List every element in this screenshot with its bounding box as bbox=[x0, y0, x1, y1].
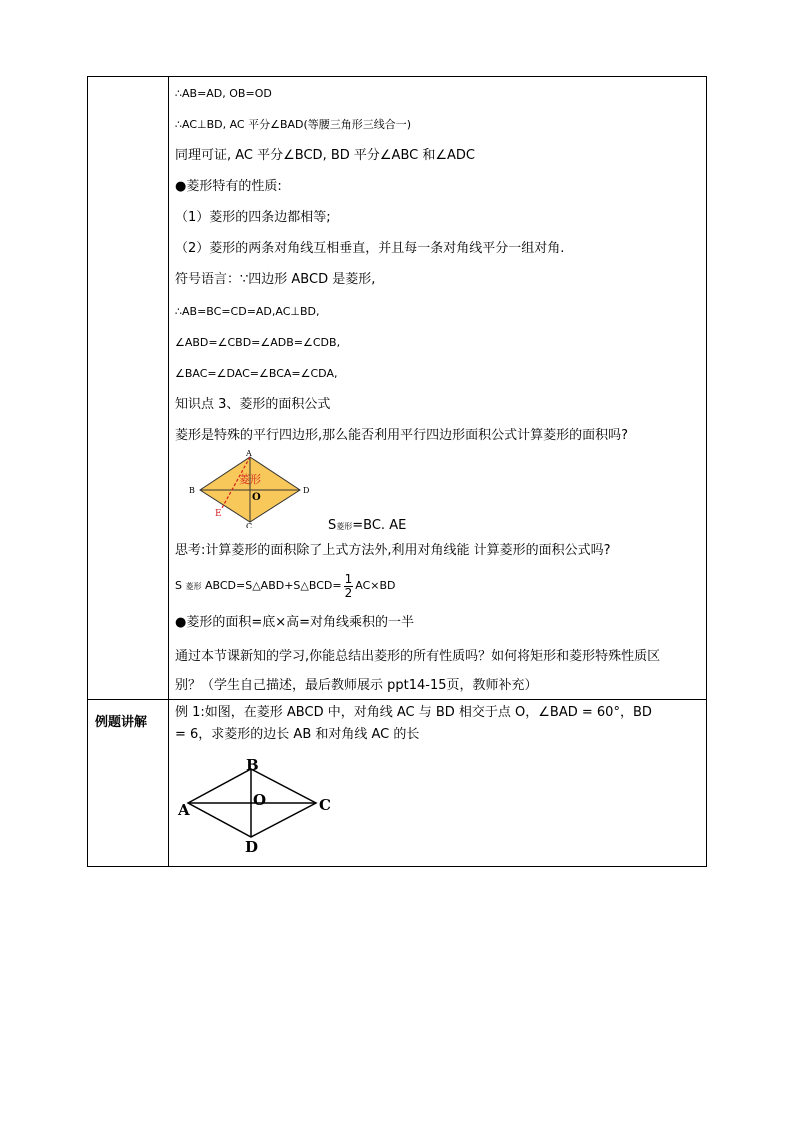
text-line-5: （1）菱形的四条边都相等; bbox=[175, 210, 331, 225]
lesson-table bbox=[87, 76, 707, 867]
text-line-8: ∴AB=BC=CD=AD,AC⊥BD, bbox=[175, 305, 320, 318]
text-line-7: 符号语言：∵四边形 ABCD 是菱形, bbox=[175, 272, 376, 287]
example-section-label: 例题讲解 bbox=[95, 715, 148, 730]
text-line-11: 知识点 3、菱形的面积公式 bbox=[175, 397, 331, 412]
fig1-label-d: D bbox=[303, 486, 310, 495]
fig1-label-b: B bbox=[189, 486, 195, 495]
area-formula-bc-ae: S菱形=BC. AE bbox=[328, 518, 407, 533]
fig2-label-a: A bbox=[178, 801, 190, 819]
example-line-1: 例 1:如图，在菱形 ABCD 中，对角线 AC 与 BD 相交于点 O，∠BAD = 60°，BD bbox=[175, 705, 652, 720]
rhombus-area-figure bbox=[188, 450, 316, 528]
area-formula-diagonals: S 菱形 ABCD=S△ABD+S△BCD= $\frac{1}{2}$ AC×BD bbox=[175, 571, 396, 600]
fraction-one-half: $\frac{1}{2}$ bbox=[344, 571, 353, 600]
text-line-2: ∴AC⊥BD, AC 平分∠BAD(等腰三角形三线合一) bbox=[175, 118, 412, 131]
fig1-label-o: O bbox=[252, 492, 261, 503]
fig1-label-e: E bbox=[215, 509, 222, 519]
fig1-label-c: C bbox=[246, 522, 253, 528]
question-line-1: 通过本节课新知的学习,你能总结出菱形的所有性质吗？如何将矩形和菱形特殊性质区 bbox=[175, 649, 661, 664]
fig1-rhombus-label: 菱形 bbox=[239, 473, 261, 486]
question-line-2: 别？（学生自己描述，最后教师展示 ppt14-15页，教师补充） bbox=[175, 678, 538, 693]
row-divider bbox=[88, 699, 706, 700]
text-line-1: ∴AB=AD, OB=OD bbox=[175, 87, 272, 100]
example-line-2: = 6，求菱形的边长 AB 和对角线 AC 的长 bbox=[175, 727, 420, 742]
fig1-label-a: A bbox=[246, 450, 252, 458]
text-line-3: 同理可证, AC 平分∠BCD, BD 平分∠ABC 和∠ADC bbox=[175, 148, 475, 163]
fig2-label-o: O bbox=[253, 791, 267, 809]
column-divider bbox=[168, 77, 169, 866]
fig2-label-b: B bbox=[246, 756, 259, 774]
text-line-6: （2）菱形的两条对角线互相垂直，并且每一条对角线平分一组对角. bbox=[175, 241, 565, 256]
text-line-10: ∠BAC=∠DAC=∠BCA=∠CDA, bbox=[175, 367, 338, 380]
area-summary: ●菱形的面积=底×高=对角线乘积的一半 bbox=[175, 615, 415, 630]
text-line-4: ●菱形特有的性质: bbox=[175, 179, 282, 194]
fig2-label-d: D bbox=[245, 838, 259, 855]
text-line-12: 菱形是特殊的平行四边形,那么能否利用平行四边形面积公式计算菱形的面积吗? bbox=[175, 428, 629, 443]
example-rhombus-figure bbox=[176, 755, 336, 855]
think-question: 思考:计算菱形的面积除了上式方法外,利用对角线能 计算菱形的面积公式吗? bbox=[175, 543, 611, 558]
text-line-9: ∠ABD=∠CBD=∠ADB=∠CDB, bbox=[175, 336, 341, 349]
fig2-label-c: C bbox=[319, 796, 331, 814]
